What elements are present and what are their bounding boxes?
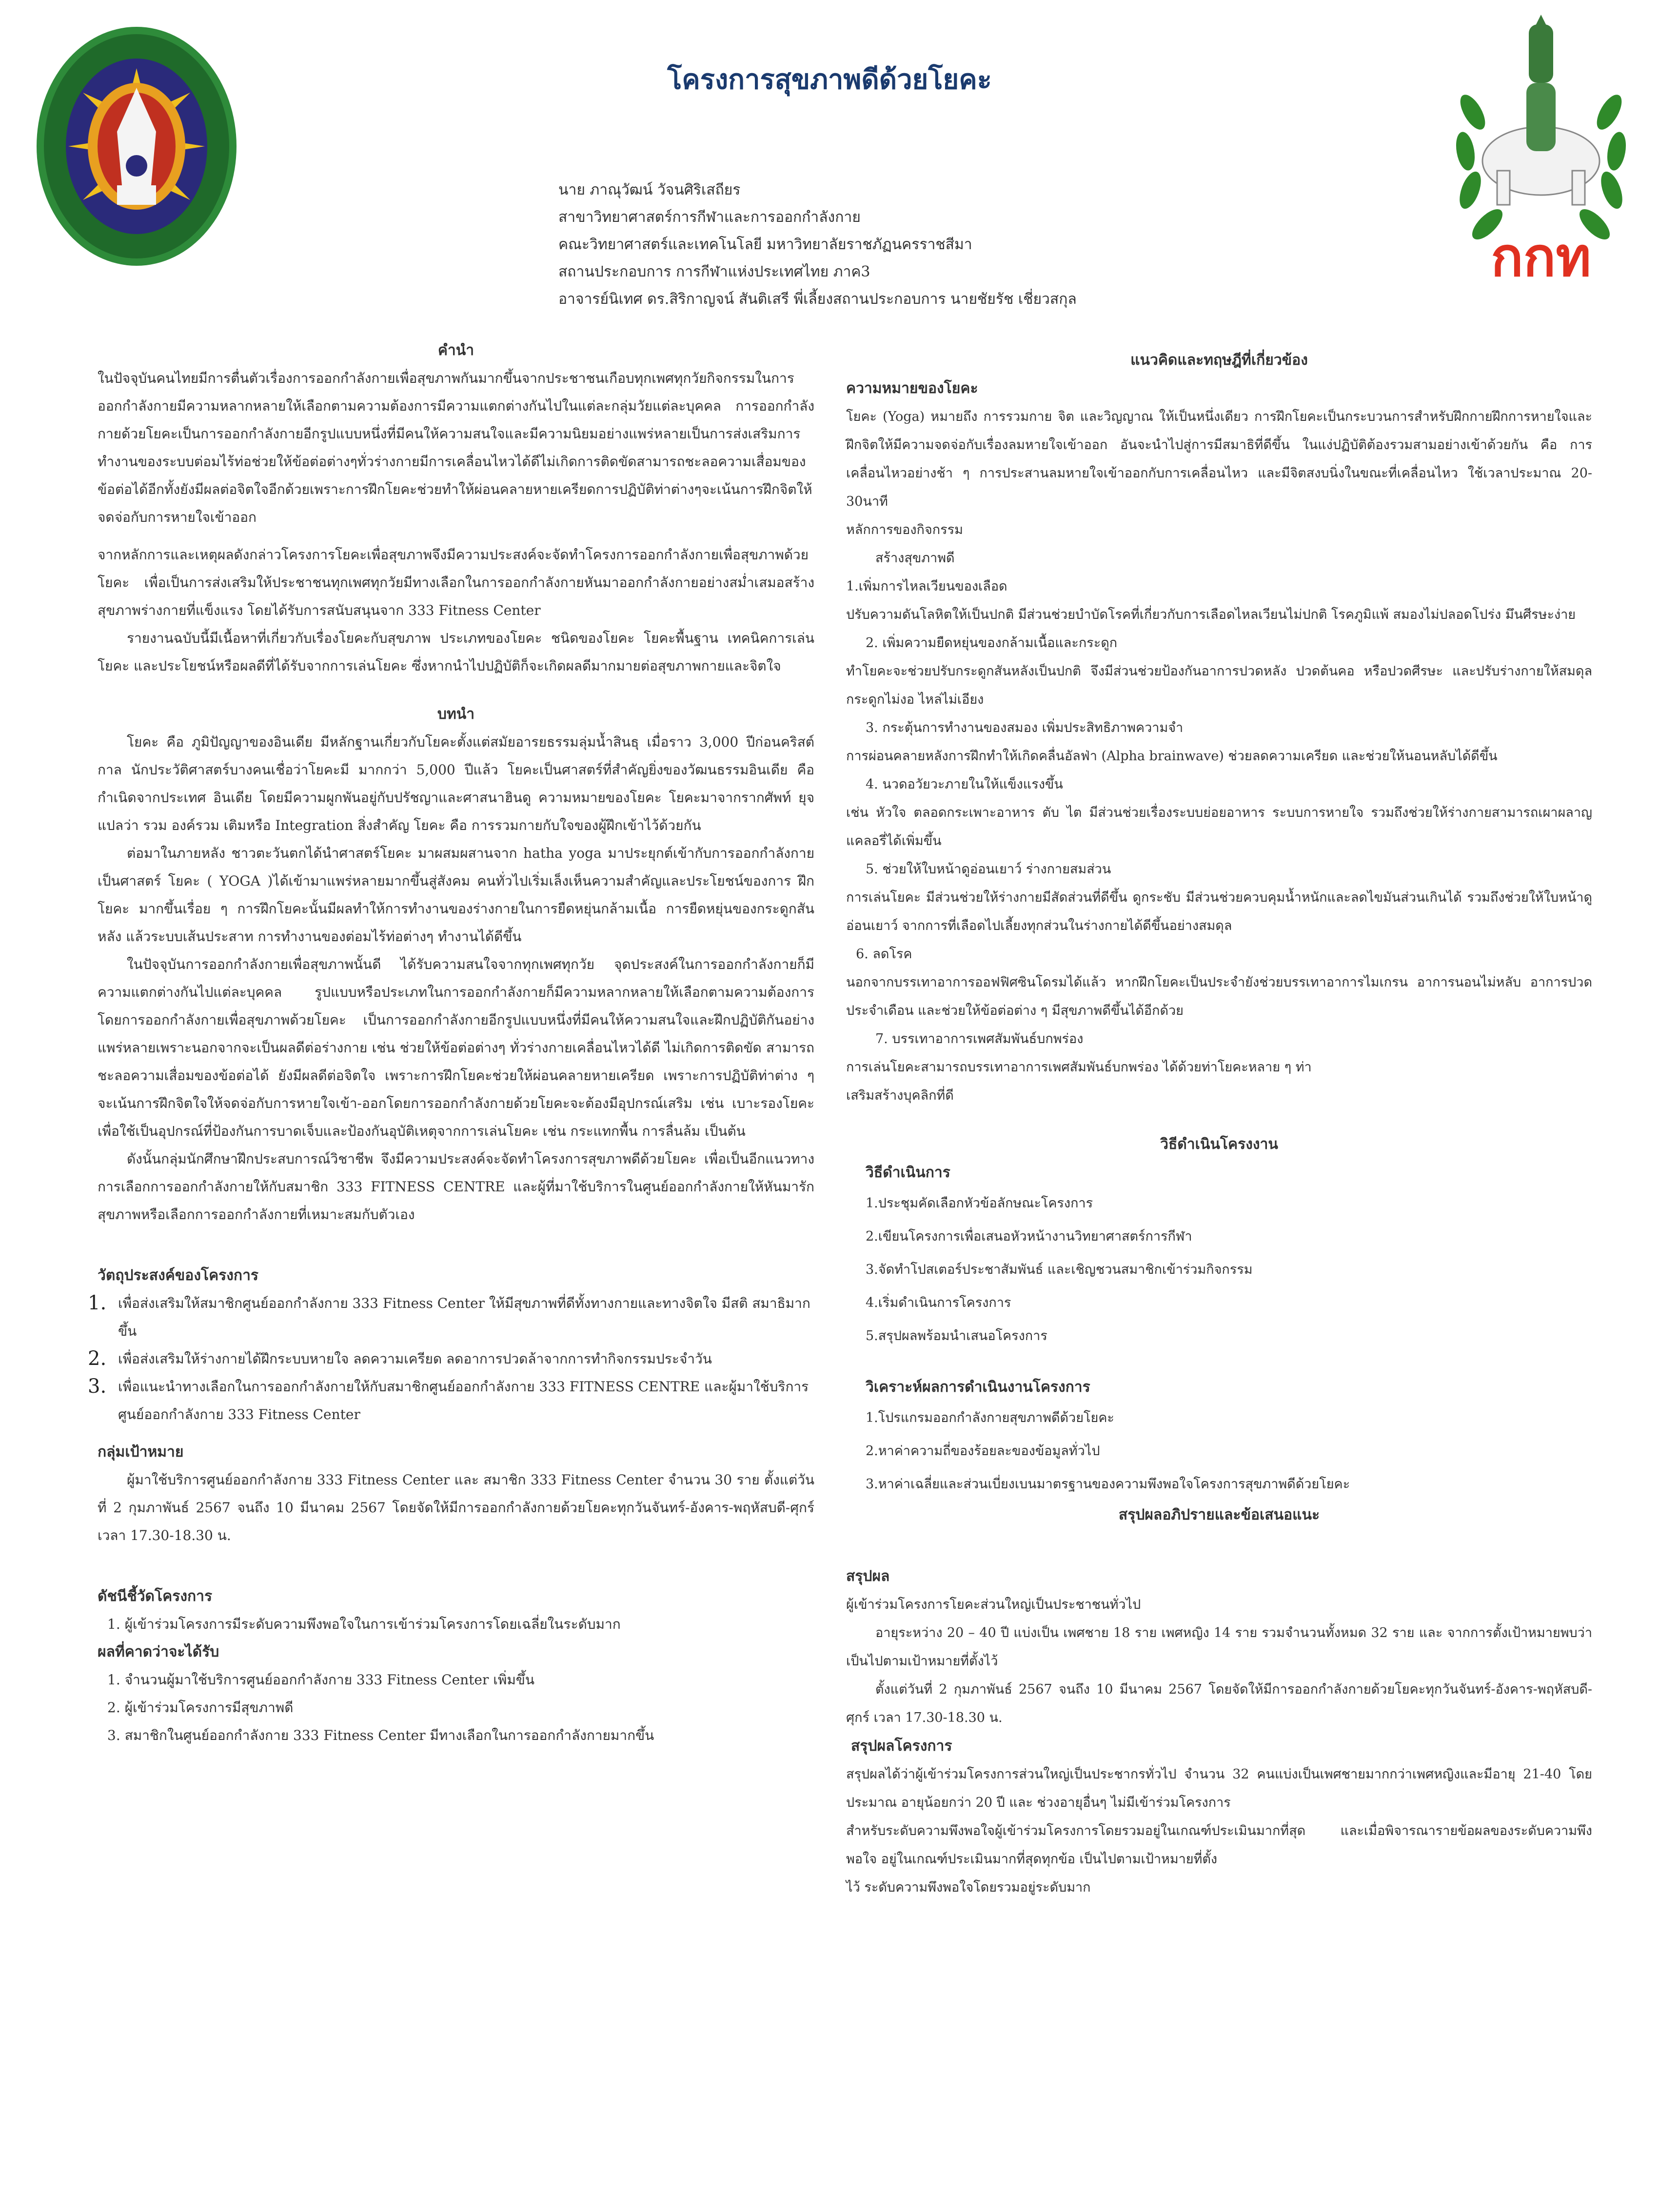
author-name: นาย ภาณุวัฒน์ วัจนศิริเสถียร: [558, 181, 741, 198]
objectives-heading: วัตถุประสงค์ของโครงการ: [98, 1267, 259, 1284]
background-paragraph: ต่อมาในภายหลัง ชาวตะวันตกได้นำศาสตร์โยคะ มาผสมผสานจาก hatha yoga มาประยุกต์เข้ากับการออกกำลังกายเป็นศาสตร์ โยคะ ( YOGA )ได้เข้ามาแพร่หลายมากขึ้นสู่สังคม คนทั่วไปเริ่มเล็งเห็นความสำคัญและประโยชน์ของการ ฝึกโยคะ มากขึ้นเรื่อย ๆ การฝึกโยคะนั้นมีผลทำให้การทำงานของร่างกายในการยืดหยุ่นกล้ามเนื้อ การยืดหยุ่นของกระดูกสันหลัง แล้วระบบเส้นประสาท การทำงานของต่อมไร้ท่อต่างๆ ทำงานได้ดีขึ้น: [98, 845, 814, 945]
list-item: 3.หาค่าเฉลี่ยและส่วนเบี่ยงเบนมาตรฐานของความพึงพอใจโครงการสุขภาพดีด้วยโยคะ: [866, 1477, 1350, 1492]
theory-line: การเล่นโยคะสามารถบรรเทาอาการเพศสัมพันธ์บกพร่อง ได้ด้วยท่าโยคะหลาย ๆ ท่า: [846, 1060, 1312, 1075]
theory-subheading: ความหมายของโยคะ: [846, 380, 978, 397]
page-title: โครงการสุขภาพดีด้วยโยคะ: [667, 63, 992, 96]
project-summary-line: สำหรับระดับความพึงพอใจผู้เข้าร่วมโครงการโดยรวมอยู่ในเกณฑ์ประเมินมากที่สุด และเมื่อพิจารณารายข้อผลของระดับความพึงพอใจ อยู่ในเกณฑ์ประเมินมากที่สุดทุกข้อ เป็นไปตามเป้าหมายที่ตั้ง: [846, 1823, 1592, 1867]
list-item: 3. สมาชิกในศูนย์ออกกำลังกาย 333 Fitness Center มีทางเลือกในการออกกำลังกายมากขึ้น: [107, 1727, 654, 1743]
list-item: 1. เพื่อส่งเสริมให้สมาชิกศูนย์ออกกำลังกาย 333 Fitness Center ให้มีสุขภาพที่ดีทั้งทางกายและทางจิตใจ มีสติ สมาธิมากขึ้น: [88, 1292, 810, 1339]
result-heading: สรุปผล: [846, 1568, 890, 1585]
background-paragraph: ในปัจจุบันการออกกำลังกายเพื่อสุขภาพนั้นดี ได้รับความสนใจจากทุกเพศทุกวัย จุดประสงค์ในการออกกำลังกายก็มีความแตกต่างกันไปแต่ละบุคคล รูปแบบหรือประเภทในการออกกำลังกายก็มีความหลากหลายให้เลือกตามความต้องการ โดยการออกกำลังกายเพื่อสุขภาพด้วยโยคะ เป็นการออกกำลังกายอีกรูปแบบหนึ่งที่มีคนให้ความสนใจและฝึกปฏิบัติกันอย่างแพร่หลายเพราะนอกจากจะเป็นผลดีต่อร่างกาย เช่น ช่วยให้ข้อต่อต่างๆ ทั่วร่างกายเคลื่อนไหวได้ดี ไม่เกิดการติดขัด สามารถชะลอความเสื่อมของข้อต่อได้ ยังมีผลดีต่อจิตใจ เพราะการฝึกโยคะช่วยให้ผ่อนคลายหายเครียด เพราะการปฏิบัติท่าต่าง ๆ จะเน้นการฝึกจิตใจให้จดจ่อกับการหายใจเข้า-ออกโดยการออกกำลังกายด้วยโยคะจะต้องมีอุปกรณ์เสริม เช่น เบาะรองโยคะ เพื่อใช้เป็นอุปกรณ์ที่ป้องกันการบาดเจ็บและป้องกันอุบัติเหตุจากการเล่นโยคะ เช่น กระแทกพื้น การลื่นล้ม เป็นต้น: [98, 956, 814, 1139]
intro-heading: คำนำ: [437, 342, 474, 359]
theory-line: ปรับความดันโลหิตให้เป็นปกติ มีส่วนช่วยบำบัดโรคที่เกี่ยวกับการเลือดไหลเวียนไม่ปกติ โรคภูมิแพ้ สมองไม่ปลอดโปร่ง มึนศีรษะง่าย: [846, 607, 1576, 622]
author-department: สาขาวิทยาศาสตร์การกีฬาและการออกกำลังกาย: [558, 209, 861, 226]
theory-line: นอกจากบรรเทาอาการออฟฟิศซินโดรมได้แล้ว หากฝึกโยคะเป็นประจำยังช่วยบรรเทาอาการไมเกรน อาการนอนไม่หลับ อาการปวดประจำเดือน และช่วยให้ข้อต่อต่าง ๆ มีสุขภาพดีขึ้นได้อีกด้วย: [846, 975, 1592, 1018]
list-item: 2. เพื่อส่งเสริมให้ร่างกายได้ฝึกระบบหายใจ ลดความเครียด ลดอาการปวดล้าจากการทำกิจกรรมประจำวัน: [88, 1347, 712, 1370]
list-item: 3.จัดทำโปสเตอร์ประชาสัมพันธ์ และเชิญชวนสมาชิกเข้าร่วมกิจกรรม: [866, 1262, 1253, 1277]
list-item: 2. ผู้เข้าร่วมโครงการมีสุขภาพดี: [107, 1699, 294, 1716]
intro-paragraph: ในปัจจุบันคนไทยมีการตื่นตัวเรื่องการออกกำลังกายเพื่อสุขภาพกันมากขึ้นจากประชาชนเกือบทุกเพศทุกวัยกิจกรรมในการออกกำลังกายมีความหลากหลายให้เลือกตามความต้องการมีความแตกต่างกันไปในแต่ละกลุ่มวัยแต่ละบุคคล การออกกำลังกายด้วยโยคะเป็นการออกกำลังกายอีกรูปแบบหนึ่งที่มีคนให้ความสนใจและมีความนิยมอย่างแพร่หลายเป็นการส่งเสริมการทำงานของระบบต่อมไร้ท่อช่วยให้ข้อต่อต่างๆทั่วร่างกายมีการเคลื่อนไหวได้ดีไม่เกิดการติดขัดสามารถชะลอความเสื่อมของข้อต่อได้อีกทั้งยังมีผลต่อจิตใจอีกด้วยเพราะการฝึกโยคะช่วยทำให้ผ่อนคลายหายเครียดการปฏิบัติท่าต่างๆจะเน้นการฝึกจิตให้จดจ่อกับการหายใจเข้าออก: [98, 370, 814, 525]
list-item: 5.สรุปผลพร้อมนำเสนอโครงการ: [866, 1328, 1047, 1343]
background-paragraph: ดังนั้นกลุ่มนักศึกษาฝึกประสบการณ์วิชาชีพ จึงมีความประสงค์จะจัดทำโครงการสุขภาพดีด้วยโยคะ เพื่อเป็นอีกแนวทางการเลือกการออกกำลังกายให้กับสมาชิก 333 FITNESS CENTRE และผู้ที่มาใช้บริการในศูนย์ออกกำลังกายให้หันมารักสุขภาพหรือเลือกการออกกำลังกายที่เหมาะสมกับตัวเอง: [98, 1151, 814, 1223]
project-summary-heading: สรุปผลโครงการ: [851, 1738, 952, 1755]
indicators-list: [98, 1610, 814, 1638]
sat-logo-text: กกท: [1491, 226, 1591, 288]
theory-line: 3. กระตุ้นการทำงานของสมอง เพิ่มประสิทธิภาพความจำ: [866, 720, 1184, 735]
theory-heading: แนวคิดและทฤษฎีที่เกี่ยวข้อง: [1130, 352, 1308, 369]
author-advisors: อาจารย์นิเทศ ดร.สิริกาญจน์ สันติเสรี พี่เลี้ยงสถานประกอบการ นายชัยรัช เชี่ยวสกุล: [558, 291, 1077, 308]
theory-line: เสริมสร้างบุคลิกที่ดี: [846, 1088, 954, 1103]
list-item: 2.เขียนโครงการเพื่อเสนอหัวหน้างานวิทยาศาสตร์การกีฬา: [866, 1229, 1192, 1244]
author-faculty: คณะวิทยาศาสตร์และเทคโนโลยี มหาวิทยาลัยราชภัฏนครราชสีมา: [558, 236, 972, 253]
method-list: [846, 1187, 1592, 1353]
theory-line: การผ่อนคลายหลังการฝึกทำให้เกิดคลื่นอัลฟ่า (Alpha brainwave) ช่วยลดความเครียด และช่วยให้นอนหลับได้ดีขึ้น: [846, 749, 1498, 764]
list-item: 2.หาค่าความถี่ของร้อยละของข้อมูลทั่วไป: [866, 1443, 1100, 1459]
right-column: [846, 346, 1592, 1902]
list-item: 3. เพื่อแนะนำทางเลือกในการออกกำลังกายให้กับสมาชิกศูนย์ออกกำลังกาย 333 FITNESS CENTRE และผู้มาใช้บริการศูนย์ออกกำลังกาย 333 Fitness Center: [88, 1375, 809, 1422]
result-line: อายุระหว่าง 20 – 40 ปี แบ่งเป็น เพศชาย 18 ราย เพศหญิง 14 ราย รวมจำนวนทั้งหมด 32 ราย และ จากการตั้งเป้าหมายพบว่าเป็นไปตามเป้าหมายที่ตั้งไว้: [846, 1625, 1592, 1669]
list-item: 1. จำนวนผู้มาใช้บริการศูนย์ออกกำลังกาย 333 Fitness Center เพิ่มขึ้น: [107, 1672, 535, 1688]
intro-paragraph: จากหลักการและเหตุผลดังกล่าวโครงการโยคะเพื่อสุขภาพจึงมีความประสงค์จะจัดทำโครงการออกกำลังกายเพื่อสุขภาพด้วยโยคะ เพื่อเป็นการส่งเสริมให้ประชาชนทุกเพศทุกวัยมีทางเลือกในการออกกำลังกายหันมาออกกำลังกายอย่างสม่ำเสมอสร้างสุขภาพร่างกายที่แข็งแรง โดยได้รับการสนับสนุนจาก 333 Fitness Center: [98, 547, 814, 618]
theory-line: 4. นวดอวัยวะภายในให้แข็งแรงขึ้น: [866, 777, 1063, 792]
analysis-heading: วิเคราะห์ผลการดำเนินงานโครงการ: [866, 1379, 1090, 1396]
result-line: ตั้งแต่วันที่ 2 กุมภาพันธ์ 2567 จนถึง 10 มีนาคม 2567 โดยจัดให้มีการออกกำลังกายด้วยโยคะทุกวันจันทร์-อังคาร-พฤหัสบดี-ศุกร์ เวลา 17.30-18.30 น.: [846, 1682, 1592, 1725]
list-item: 1. ผู้เข้าร่วมโครงการมีระดับความพึงพอใจในการเข้าร่วมโครงการโดยเฉลี่ยในระดับมาก: [107, 1616, 621, 1632]
theory-line: โยคะ (Yoga) หมายถึง การรวมกาย จิต และวิญญาณ ให้เป็นหนึ่งเดียว การฝึกโยคะเป็นกระบวนการสำหรับฝึกกายฝึกการหายใจและฝึกจิตให้มีความจดจ่อกับเรื่องลมหายใจเข้าออก อันจะนำไปสู่การมีสมาธิที่ดีขึ้น ในแง่ปฏิบัติต้องรวมสามอย่างเข้าด้วยกัน คือ การเคลื่อนไหวอย่างช้า ๆ การประสานลมหายใจเข้าออกกับการเคลื่อนไหว และมีจิตสงบนิ่งในขณะที่เคลื่อนไหว ใช้เวลาประมาณ 20-30นาที: [846, 409, 1592, 509]
theory-line: 5. ช่วยให้ใบหน้าดูอ่อนเยาว์ ร่างกายสมส่วน: [866, 862, 1111, 877]
theory-line: เช่น หัวใจ ตลอดกระเพาะอาหาร ตับ ไต มีส่วนช่วยเรื่องระบบย่อยอาหาร ระบบการหายใจ รวมถึงช่วยให้ร่างกายสามารถเผาผลาญแคลอรี่ได้เพิ่มขึ้น: [846, 805, 1592, 849]
list-item: 1.โปรแกรมออกกำลังกายสุขภาพดีด้วยโยคะ: [866, 1410, 1114, 1425]
result-line: ผู้เข้าร่วมโครงการโยคะส่วนใหญ่เป็นประชาชนทั่วไป: [846, 1597, 1141, 1612]
target-heading: กลุ่มเป้าหมาย: [98, 1443, 184, 1461]
analysis-list: [846, 1402, 1592, 1501]
theory-line: หลักการของกิจกรรม: [846, 522, 963, 537]
project-summary-line: ไว้ ระดับความพึงพอใจโดยรวมอยู่ระดับมาก: [846, 1880, 1091, 1895]
theory-line: 2. เพิ่มความยืดหยุ่นของกล้ามเนื้อและกระดูก: [866, 635, 1118, 651]
list-item: 1.ประชุมคัดเลือกหัวข้อลักษณะโครงการ: [866, 1196, 1093, 1211]
objectives-list: [88, 1289, 814, 1428]
author-block: [558, 177, 1077, 313]
theory-line: การเล่นโยคะ มีส่วนช่วยให้ร่างกายมีสัดส่วนที่ดีขึ้น ดูกระชับ มีส่วนช่วยควบคุมน้ำหนักและลดไขมันส่วนเกินได้ รวมถึงช่วยให้ใบหน้าดูอ่อนเยาว์ จากการที่เลือดไปเลี้ยงทุกส่วนในร่างกายได้ดีขึ้นอย่างสมดุล: [846, 890, 1592, 933]
indicators-heading: ดัชนีชี้วัดโครงการ: [98, 1588, 213, 1605]
theory-line: 7. บรรเทาอาการเพศสัมพันธ์บกพร่อง: [875, 1031, 1084, 1047]
author-workplace: สถานประกอบการ การกีฬาแห่งประเทศไทย ภาค3: [558, 263, 870, 280]
method-heading: วิธีดำเนินโครงงาน: [1160, 1136, 1278, 1153]
list-item: 4.เริ่มดำเนินการโครงการ: [866, 1295, 1011, 1310]
target-text: ผู้มาใช้บริการศูนย์ออกกำลังกาย 333 Fitness Center และ สมาชิก 333 Fitness Center จำนวน 30 ราย ตั้งแต่วันที่ 2 กุมภาพันธ์ 2567 จนถึง 10 มีนาคม 2567 โดยจัดให้มีการออกกำลังกายด้วยโยคะทุกวันจันทร์-อังคาร-พฤหัสบดี-ศุกร์ เวลา 17.30-18.30 น.: [98, 1472, 814, 1543]
background-paragraph: โยคะ คือ ภูมิปัญญาของอินเดีย มีหลักฐานเกี่ยวกับโยคะตั้งแต่สมัยอารยธรรมลุ่มน้ำสินธุ เมื่อราว 3,000 ปีก่อนคริสต์กาล นักประวัติศาสตร์บางคนเชื่อว่าโยคะมี มากกว่า 5,000 ปีแล้ว โยคะเป็นศาสตร์ที่สำคัญยิ่งของวัฒนธรรมอินเดีย คือ กำเนิดจากประเทศ อินเดีย โดยมีความผูกพันอยู่กับปรัชญาและศาสนาฮินดู ความหมายของโยคะ โยคะมาจากรากศัพท์ ยุจ แปลว่า รวม องค์รวม เติมหรือ Integration สิ่งสำคัญ โยคะ คือ การรวมกายกับใจของผู้ฝึกเข้าไว้ด้วยกัน: [98, 734, 814, 833]
summary-heading: สรุปผลอภิปรายและข้อเสนอแนะ: [1118, 1506, 1320, 1523]
expected-list: [98, 1666, 814, 1749]
theory-line: 1.เพิ่มการไหลเวียนของเลือด: [846, 579, 1007, 594]
project-summary-line: สรุปผลได้ว่าผู้เข้าร่วมโครงการส่วนใหญ่เป็นประชากรทั่วไป จำนวน 32 คนแบ่งเป็นเพศชายมากกว่าเพศหญิงและมีอายุ 21-40 โดยประมาณ อายุน้อยกว่า 20 ปี และ ช่วงอายุอื่นๆ ไม่มีเข้าร่วมโครงการ: [846, 1767, 1592, 1810]
method-subheading: วิธีดำเนินการ: [866, 1164, 950, 1181]
theory-line: 6. ลดโรค: [856, 947, 912, 962]
sat-emblem-icon: [1443, 15, 1639, 288]
theory-line: ทำโยคะจะช่วยปรับกระดูกสันหลังเป็นปกติ จึงมีส่วนช่วยป้องกันอาการปวดหลัง ปวดต้นคอ หรือปวดศีรษะ และปรับร่างกายให้สมดุล กระดูกไม่งอ ไหล่ไม่เอียง: [846, 664, 1592, 707]
theory-line: สร้างสุขภาพดี: [875, 551, 955, 566]
sat-logo: [1443, 15, 1639, 288]
background-heading: บทนำ: [437, 706, 475, 723]
left-column: [88, 336, 814, 1749]
intro-paragraph: รายงานฉบับนี้มีเนื้อหาที่เกี่ยวกับเรื่องโยคะกับสุขภาพ ประเภทของโยคะ ชนิดของโยคะ โยคะพื้นฐาน เทคนิคการเล่นโยคะ และประโยชน์หรือผลดีที่ได้รับจากการเล่นโยคะ ซึ่งหากนำไปปฏิบัติก็จะเกิดผลดีมากมายต่อสุขภาพกายและจิตใจ: [98, 630, 814, 674]
expected-heading: ผลที่คาดว่าจะได้รับ: [98, 1643, 219, 1660]
